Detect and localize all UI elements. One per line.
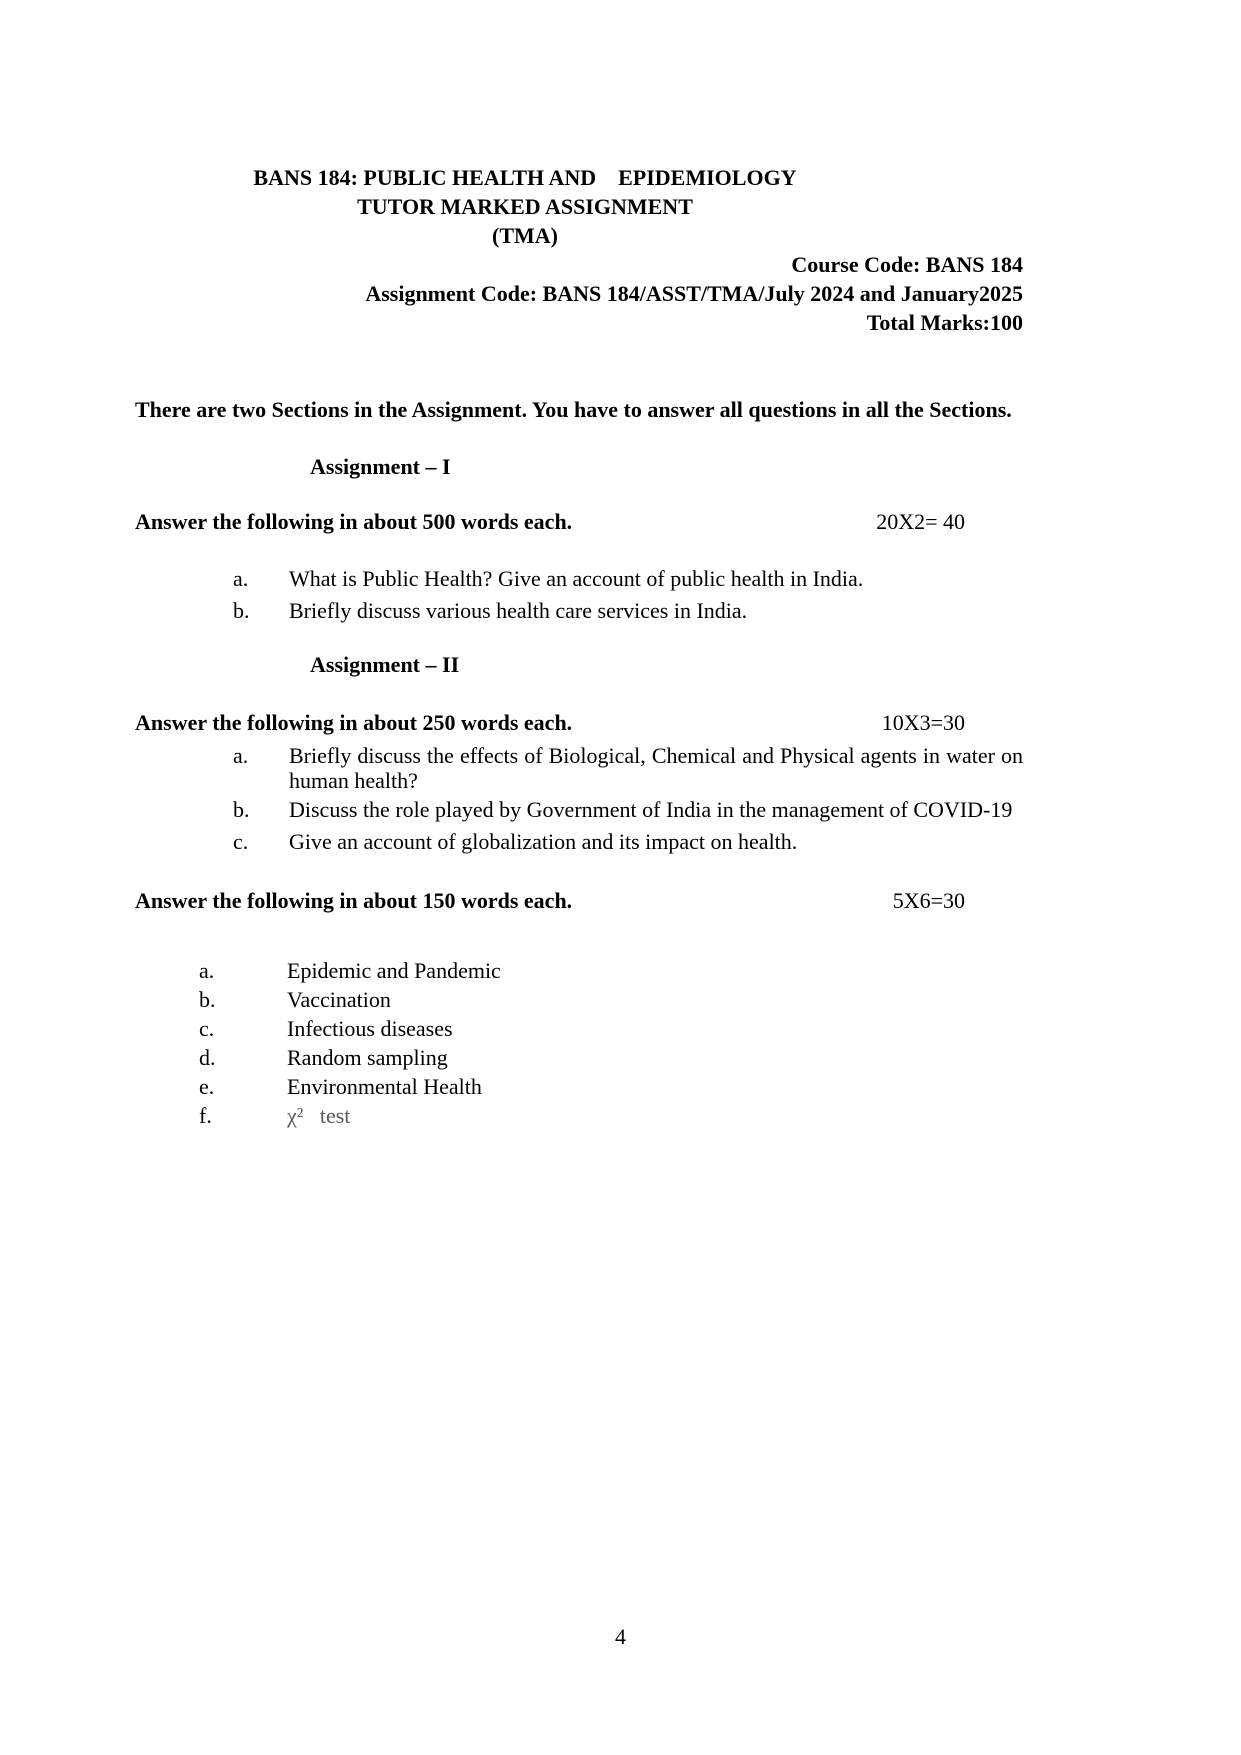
short-answers-instruction-row bbox=[135, 886, 965, 916]
assignment1-instruction: Answer the following in about 500 words each. bbox=[135, 509, 573, 534]
short-answers-instruction: Answer the following in about 150 words each. bbox=[135, 888, 573, 913]
document-title: BANS 184: PUBLIC HEALTH AND EPIDEMIOLOGY bbox=[253, 165, 797, 190]
assignment1-marks: 20X2= 40 bbox=[876, 509, 965, 534]
document-subtitle-abbr: (TMA) bbox=[492, 223, 558, 248]
course-code-line: Course Code: BANS 184 bbox=[791, 252, 1023, 277]
question-row bbox=[199, 1101, 1023, 1130]
intro-paragraph: There are two Sections in the Assignment. You have to answer all questions in all the Sections. bbox=[135, 397, 1012, 422]
document-title-block bbox=[135, 163, 915, 250]
question-row bbox=[233, 827, 1023, 857]
question-label: b. bbox=[233, 797, 250, 822]
question-row bbox=[199, 1072, 1023, 1101]
document-subtitle: TUTOR MARKED ASSIGNMENT bbox=[357, 194, 693, 219]
question-row bbox=[233, 796, 1023, 824]
question-label: a. bbox=[233, 743, 249, 768]
assignment2-instruction-row bbox=[135, 708, 965, 738]
question-row bbox=[199, 985, 1023, 1014]
question-label: a. bbox=[199, 958, 215, 983]
question-row bbox=[233, 563, 1023, 595]
question-text: Discuss the role played by Government of India in the management of COVID-19 bbox=[289, 797, 1013, 822]
question-label: c. bbox=[199, 1016, 215, 1041]
question-row bbox=[233, 595, 1023, 627]
question-text: Briefly discuss various health care services in India. bbox=[289, 598, 748, 623]
document-content bbox=[135, 163, 1029, 1130]
question-label: b. bbox=[233, 598, 250, 623]
page-number: 4 bbox=[615, 1624, 626, 1649]
assignment1-question-list bbox=[135, 563, 1023, 627]
assignment2-instruction: Answer the following in about 250 words each. bbox=[135, 710, 573, 735]
question-text: Give an account of globalization and its impact on health. bbox=[289, 829, 798, 854]
assignment1-instruction-row bbox=[135, 507, 965, 537]
short-answers-marks: 5X6=30 bbox=[892, 888, 965, 913]
question-text: Briefly discuss the effects of Biological, Chemical and Physical agents in water on human health? bbox=[289, 743, 1029, 793]
question-label: b. bbox=[199, 987, 216, 1012]
question-label: d. bbox=[199, 1045, 216, 1070]
question-row bbox=[199, 1043, 1023, 1072]
assignment1-heading: Assignment – I bbox=[310, 454, 451, 479]
question-text: Epidemic and Pandemic bbox=[287, 958, 501, 983]
question-text: Infectious diseases bbox=[287, 1016, 453, 1041]
question-row bbox=[199, 1014, 1023, 1043]
question-text: Random sampling bbox=[287, 1045, 448, 1070]
document-meta-block bbox=[135, 250, 1023, 337]
assignment-code-line: Assignment Code: BANS 184/ASST/TMA/July 2024 and January2025 bbox=[365, 281, 1023, 306]
question-text-chi-square: χ² test bbox=[287, 1103, 351, 1128]
assignment2-question-list bbox=[135, 743, 1029, 857]
assignment2-heading: Assignment – II bbox=[310, 652, 460, 677]
question-text: Vaccination bbox=[287, 987, 391, 1012]
short-answers-question-list bbox=[135, 956, 1023, 1130]
total-marks-line: Total Marks:100 bbox=[866, 310, 1023, 335]
question-label: c. bbox=[233, 829, 249, 854]
question-label: f. bbox=[199, 1103, 212, 1128]
question-row bbox=[233, 743, 1029, 793]
question-label: a. bbox=[233, 566, 249, 591]
assignment2-marks: 10X3=30 bbox=[881, 710, 965, 735]
question-label: e. bbox=[199, 1074, 215, 1099]
question-row bbox=[199, 956, 1023, 985]
question-text: What is Public Health? Give an account of public health in India. bbox=[289, 566, 864, 591]
question-text: Environmental Health bbox=[287, 1074, 482, 1099]
